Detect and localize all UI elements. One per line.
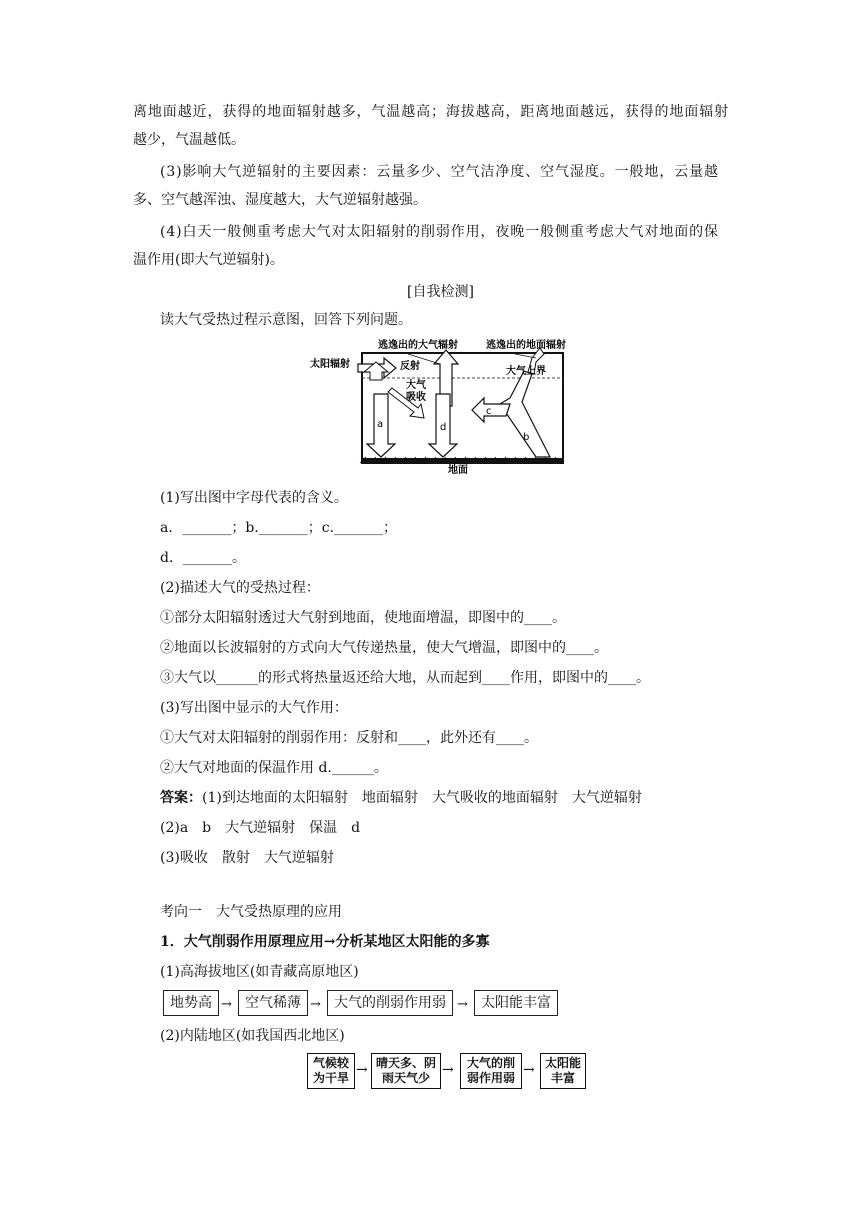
question-3-item-1: ①大气对太阳辐射的削弱作用：反射和____，此外还有____。 bbox=[160, 730, 538, 746]
section-title: 考向一 大气受热原理的应用 bbox=[160, 904, 342, 920]
point-4-line-2: 温作用(即大气逆辐射)。 bbox=[133, 252, 284, 268]
question-1: (1)写出图中字母代表的含义。 bbox=[160, 490, 348, 506]
label-escape-ground: 逃逸出的地面辐射 bbox=[486, 340, 566, 351]
answer-3: (3)吸收 散射 大气逆辐射 bbox=[160, 850, 334, 866]
flow2-box-2 bbox=[371, 1053, 441, 1089]
section-item-1: 1．大气削弱作用原理应用→分析某地区太阳能的多寡 bbox=[160, 934, 490, 950]
intro-line-2: 越少，气温越低。 bbox=[133, 132, 245, 148]
flow2-box-1-line-1: 气候较 bbox=[312, 1056, 349, 1070]
answer-1: (1)到达地面的太阳辐射 地面辐射 大气吸收的地面辐射 大气逆辐射 bbox=[202, 790, 642, 806]
answer-label: 答案： bbox=[160, 790, 202, 806]
label-ground: 地面 bbox=[448, 465, 468, 476]
flow2-arrow-2: → bbox=[442, 1062, 454, 1078]
flow2-box-3-line-1: 大气的削 bbox=[466, 1056, 515, 1070]
flow1-arrow-2: → bbox=[310, 997, 321, 1012]
intro-line-1: 离地面越近，获得的地面辐射越多，气温越高；海拔越高，距离地面越远，获得的地面辐射 bbox=[133, 104, 729, 120]
flow2-box-1-line-2: 为干旱 bbox=[312, 1071, 349, 1085]
flow1-box-1: 地势高 bbox=[163, 990, 219, 1016]
question-2-item-1: ①部分太阳辐射透过大气射到地面，使地面增温，即图中的____。 bbox=[160, 610, 566, 626]
answer-2: (2)a b 大气逆辐射 保温 d bbox=[160, 820, 361, 836]
flow1-arrow-3: → bbox=[457, 997, 468, 1012]
flow2-arrow-1: → bbox=[356, 1062, 368, 1078]
answer-line-1 bbox=[160, 788, 642, 808]
self-check-heading: [自我检测] bbox=[407, 284, 474, 300]
question-2-item-3: ③大气以______的形式将热量返还给大地，从而起到____作用，即图中的____。 bbox=[160, 670, 650, 686]
point-3-line-2: 多、空气越浑浊、湿度越大，大气逆辐射越强。 bbox=[133, 192, 427, 208]
atmosphere-heating-diagram bbox=[300, 336, 590, 476]
question-1-blanks-abc: a．_______；b._______；c._______； bbox=[160, 520, 398, 536]
question-1-blank-d: d．_______。 bbox=[160, 550, 246, 566]
letter-d: d bbox=[440, 422, 447, 433]
label-top-of-atmosphere: 大气上界 bbox=[506, 366, 546, 377]
flow2-box-2-line-2: 雨天气少 bbox=[381, 1071, 430, 1085]
label-solar-radiation: 太阳辐射 bbox=[310, 359, 350, 370]
question-3: (3)写出图中显示的大气作用： bbox=[160, 700, 348, 716]
subsection-inland: (2)内陆地区(如我国西北地区) bbox=[160, 1028, 345, 1044]
arrow-b bbox=[500, 371, 550, 457]
point-3-line-1: (3)影响大气逆辐射的主要因素：云量多少、空气洁净度、空气湿度。一般地，云量越 bbox=[160, 164, 719, 180]
flow2-box-4 bbox=[540, 1053, 586, 1089]
flow1-box-4: 太阳能丰富 bbox=[474, 990, 558, 1016]
label-absorb-1: 大气 bbox=[406, 380, 426, 391]
flow2-arrow-3: → bbox=[523, 1062, 535, 1078]
flow2-box-1 bbox=[307, 1053, 355, 1089]
self-check-prompt: 读大气受热过程示意图，回答下列问题。 bbox=[160, 312, 412, 328]
flow2-box-4-line-2: 丰富 bbox=[550, 1071, 575, 1085]
question-3-item-2: ②大气对地面的保温作用 d.______。 bbox=[160, 760, 388, 776]
flow1-arrow-1: → bbox=[221, 997, 232, 1012]
subsection-high-altitude: (1)高海拔地区(如青藏高原地区) bbox=[160, 964, 359, 980]
label-reflect: 反射 bbox=[400, 361, 420, 372]
label-absorb-2: 吸收 bbox=[406, 392, 426, 403]
label-escape-atmosphere: 逃逸出的大气辐射 bbox=[378, 340, 458, 351]
flow2-box-3 bbox=[460, 1053, 522, 1089]
question-2: (2)描述大气的受热过程： bbox=[160, 580, 320, 596]
question-2-item-2: ②地面以长波辐射的方式向大气传递热量，使大气增温，即图中的____。 bbox=[160, 640, 608, 656]
flow2-box-4-line-1: 太阳能 bbox=[544, 1056, 581, 1070]
flow2-box-3-line-2: 弱作用弱 bbox=[466, 1071, 515, 1085]
flow1-box-3: 大气的削弱作用弱 bbox=[327, 990, 453, 1016]
letter-a: a bbox=[377, 419, 384, 430]
flow1-box-2: 空气稀薄 bbox=[238, 990, 308, 1016]
letter-c: c bbox=[486, 406, 492, 417]
letter-b: b bbox=[523, 432, 530, 443]
point-4-line-1: (4)白天一般侧重考虑大气对太阳辐射的削弱作用，夜晚一般侧重考虑大气对地面的保 bbox=[160, 224, 719, 240]
flow2-box-2-line-1: 晴天多、阴 bbox=[375, 1056, 436, 1070]
